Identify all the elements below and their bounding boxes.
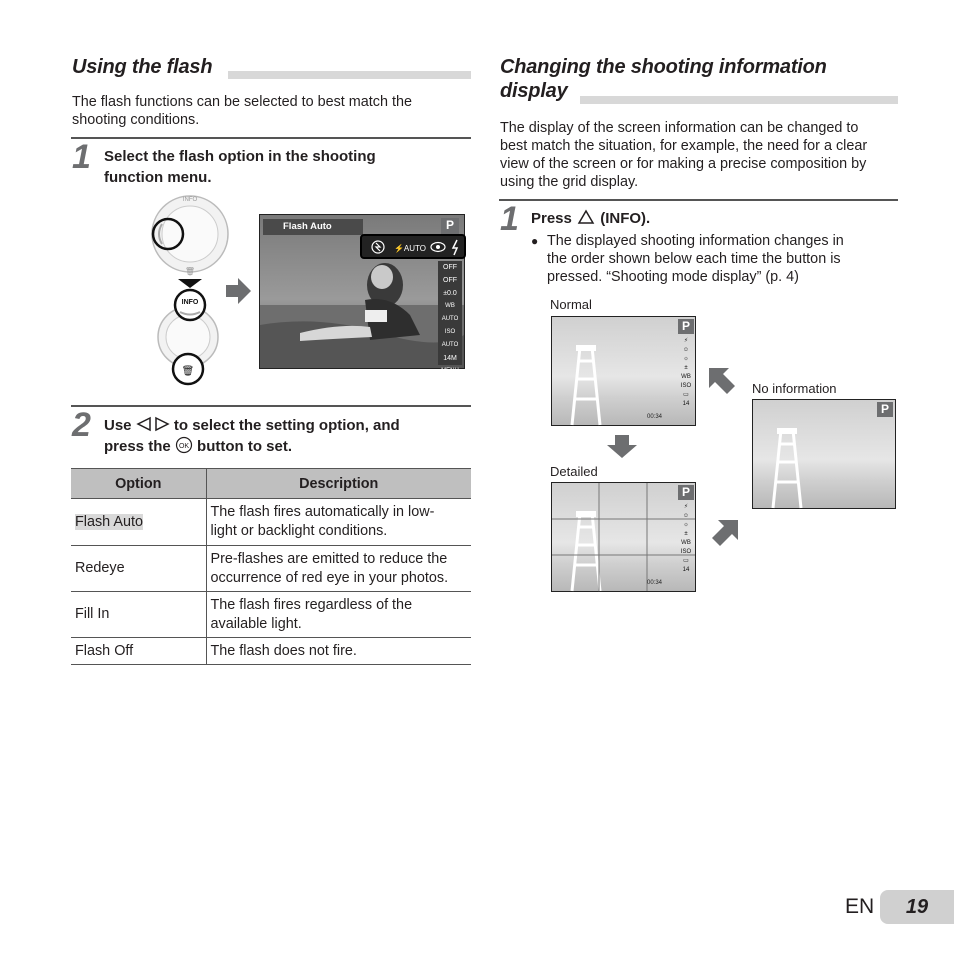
mode-p-badge: P bbox=[877, 402, 893, 417]
divider bbox=[71, 137, 471, 139]
step-1-number: 1 bbox=[72, 138, 91, 176]
normal-label: Normal bbox=[550, 297, 592, 312]
camera-dial-illustration bbox=[140, 192, 240, 388]
option-cell: Flash Auto bbox=[71, 499, 206, 546]
no-information-screen bbox=[752, 399, 896, 509]
divider bbox=[71, 405, 471, 407]
flash-menu-screen bbox=[259, 214, 465, 374]
screen-side-icons: ⚡ ☺ ☼ ± WB ISO ▭ 14 bbox=[680, 338, 692, 407]
arrow-down-icon bbox=[606, 435, 638, 459]
detailed-label: Detailed bbox=[550, 464, 598, 479]
ok-button-icon bbox=[175, 436, 193, 454]
normal-display-screen bbox=[551, 316, 696, 426]
arrow-up-right-icon bbox=[710, 518, 740, 548]
screen-side-icons: ⚡ ☺ ☼ ± WB ISO ▭ 14 bbox=[680, 504, 692, 573]
info-button-label: INFO bbox=[181, 299, 199, 306]
description-cell: The flash fires regardless of the available light. bbox=[206, 592, 471, 638]
table-row bbox=[71, 592, 471, 638]
table-row bbox=[71, 638, 471, 665]
detailed-display-screen bbox=[551, 482, 696, 592]
svg-text:OK: OK bbox=[178, 443, 189, 450]
info-label-top: INFO bbox=[182, 197, 198, 203]
step-2-number: 2 bbox=[72, 406, 91, 444]
section-title-flash: Using the flash bbox=[72, 56, 213, 78]
step-1-number: 1 bbox=[500, 200, 519, 238]
bottom-readout: 00:34 bbox=[647, 414, 663, 420]
option-cell: Redeye bbox=[71, 546, 206, 592]
option-cell: Flash Off bbox=[71, 638, 206, 665]
lifeguard-chair-icon bbox=[767, 422, 807, 508]
arrow-up-left-icon bbox=[707, 366, 737, 396]
table-header-description: Description bbox=[206, 469, 471, 499]
option-cell: Fill In bbox=[71, 592, 206, 638]
mode-p-badge: P bbox=[441, 218, 459, 234]
left-right-arrows-icon bbox=[136, 417, 170, 431]
mode-p-badge: P bbox=[678, 485, 694, 500]
lifeguard-chair-icon bbox=[566, 339, 606, 425]
section-title-info-display: Changing the shooting information display bbox=[500, 56, 827, 102]
step-2-text: Use to select the setting option, and press the OK button to set. bbox=[104, 417, 400, 455]
title-underline bbox=[228, 71, 471, 79]
mode-p-badge: P bbox=[678, 319, 694, 334]
flash-options-row bbox=[360, 234, 466, 259]
title-underline bbox=[580, 96, 898, 104]
step-1-text: Select the flash option in the shooting function menu. bbox=[104, 148, 376, 186]
language-code: EN bbox=[845, 895, 875, 918]
svg-text:🗑: 🗑 bbox=[181, 366, 195, 377]
arrow-right-icon bbox=[226, 276, 252, 306]
description-cell: The flash fires automatically in low- light or backlight conditions. bbox=[206, 499, 471, 546]
flash-intro: The flash functions can be selected to best match the shooting conditions. bbox=[72, 94, 412, 128]
table-header-option: Option bbox=[71, 469, 206, 499]
svg-text:⚡AUTO: ⚡AUTO bbox=[393, 244, 427, 253]
triangle-up-icon bbox=[578, 210, 594, 224]
step-1-text: Press (INFO). bbox=[531, 210, 651, 227]
table-row bbox=[71, 546, 471, 592]
bottom-readout: 00:34 bbox=[647, 580, 663, 586]
page-number: 19 bbox=[880, 890, 954, 924]
step-1-bullet: ● The displayed shooting information changes in the order shown below each time the button is pressed. “Shooting mode display” (p. 4) bbox=[531, 233, 844, 285]
description-cell: Pre-flashes are emitted to reduce the occurrence of red eye in your photos. bbox=[206, 546, 471, 592]
info-display-intro: The display of the screen information can be changed to best match the situation, for example, the need for a clear view of the screen or for making a precise composition by using the grid display. bbox=[500, 120, 868, 190]
flash-options-table bbox=[71, 468, 471, 665]
divider bbox=[499, 199, 898, 201]
screen-side-icons: OFF OFF ±0.0 WB AUTO ISO AUTO 14M MENU bbox=[438, 261, 462, 365]
table-row bbox=[71, 499, 471, 546]
svg-text:🗑: 🗑 bbox=[184, 267, 196, 276]
description-cell: The flash does not fire. bbox=[206, 638, 471, 665]
grid-overlay bbox=[552, 483, 695, 591]
screen-header: Flash Auto bbox=[263, 219, 363, 235]
noinfo-label: No information bbox=[752, 381, 837, 396]
